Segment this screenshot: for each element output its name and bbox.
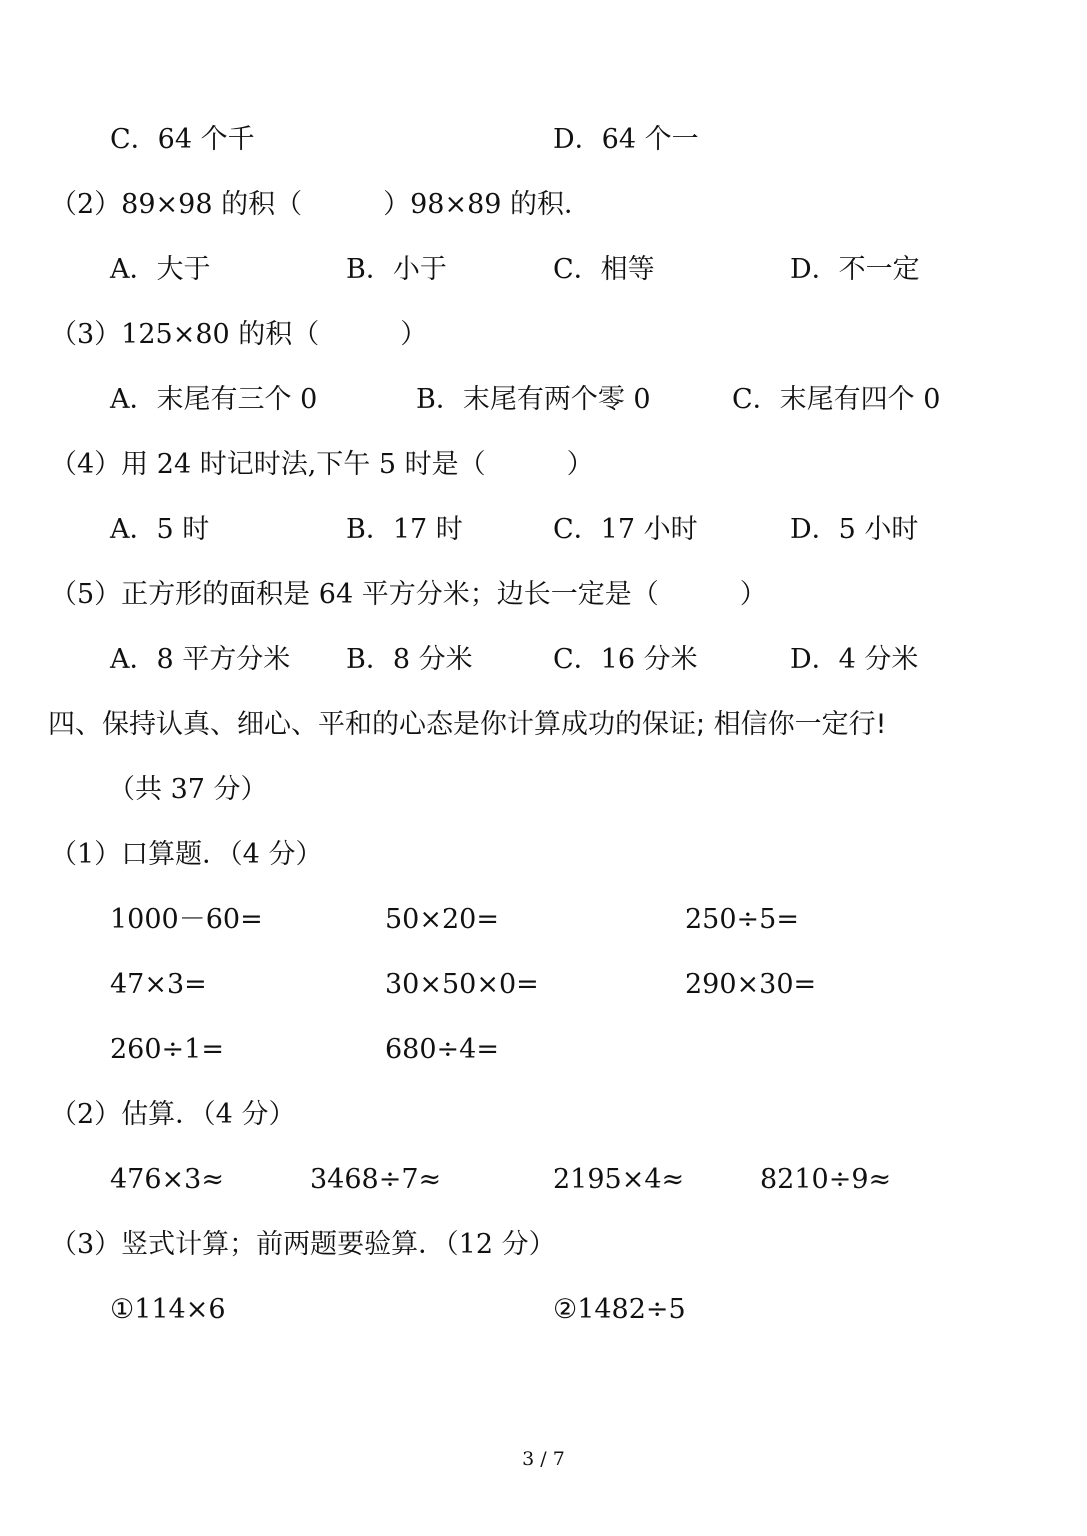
q4-stem: （4）用 24 时记时法,下午 5 时是（ ） (50, 449, 594, 480)
q2-option-c: C．相等 (553, 254, 655, 285)
oral-calc-item: 680÷4= (385, 1034, 499, 1065)
estimate-item: 2195×4≈ (553, 1164, 685, 1195)
estimate-item: 3468÷7≈ (310, 1164, 442, 1195)
q4-option-c: C．17 小时 (553, 514, 698, 545)
oral-calc-item: 1000－60= (110, 904, 263, 935)
q4-option-a: A．5 时 (110, 514, 210, 545)
q3-option-a: A．末尾有三个 0 (110, 384, 318, 415)
estimate-item: 8210÷9≈ (760, 1164, 892, 1195)
section-4-points: （共 37 分） (108, 774, 268, 805)
q2-option-a: A．大于 (110, 254, 211, 285)
q5-option-d: D．4 分米 (790, 644, 919, 675)
vertical-calc-item: ②1482÷5 (553, 1294, 686, 1325)
vertical-calc-title: （3）竖式计算；前两题要验算．（12 分） (50, 1229, 556, 1260)
estimate-title: （2）估算．（4 分） (50, 1099, 296, 1130)
q4-option-b: B．17 时 (346, 514, 463, 545)
oral-calc-item: 47×3= (110, 969, 207, 1000)
oral-calc-item: 290×30= (685, 969, 817, 1000)
page-number: 3 / 7 (522, 1448, 565, 1470)
q5-stem: （5）正方形的面积是 64 平方分米；边长一定是（ ） (50, 579, 767, 610)
q1-option-c: C．64 个千 (110, 124, 255, 155)
oral-calc-title: （1）口算题．（4 分） (50, 839, 323, 870)
q2-option-d: D．不一定 (790, 254, 920, 285)
q2-stem: （2）89×98 的积（ ）98×89 的积． (50, 189, 592, 220)
oral-calc-item: 30×50×0= (385, 969, 539, 1000)
q3-option-c: C．末尾有四个 0 (732, 384, 941, 415)
q1-option-d: D．64 个一 (553, 124, 699, 155)
section-4-heading: 四、保持认真、细心、平和的心态是你计算成功的保证; 相信你一定行! (48, 709, 887, 740)
q5-option-b: B．8 分米 (346, 644, 473, 675)
q3-stem: （3）125×80 的积（ ） (50, 319, 428, 350)
oral-calc-item: 50×20= (385, 904, 499, 935)
q2-option-b: B．小于 (346, 254, 447, 285)
oral-calc-item: 250÷5= (685, 904, 799, 935)
q4-option-d: D．5 小时 (790, 514, 919, 545)
q5-option-c: C．16 分米 (553, 644, 698, 675)
estimate-item: 476×3≈ (110, 1164, 224, 1195)
oral-calc-item: 260÷1= (110, 1034, 224, 1065)
vertical-calc-item: ①114×6 (110, 1294, 226, 1325)
q5-option-a: A．8 平方分米 (110, 644, 291, 675)
q3-option-b: B．末尾有两个零 0 (416, 384, 651, 415)
